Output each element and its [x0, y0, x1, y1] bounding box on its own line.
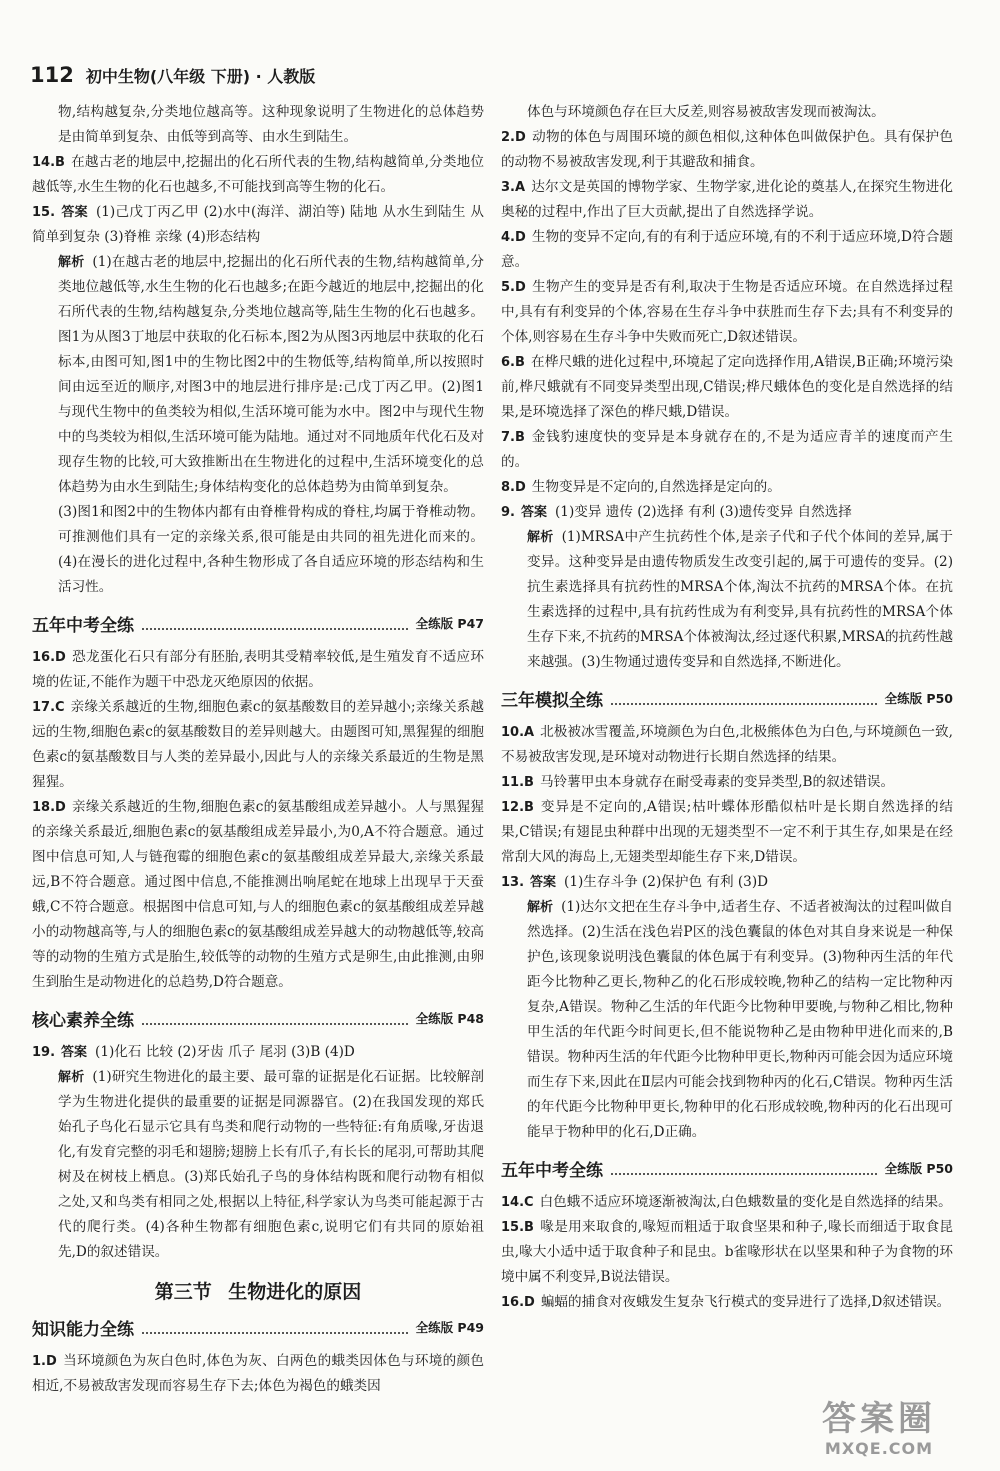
section-header — [32, 1004, 484, 1032]
answer-item-10 — [501, 720, 953, 770]
section-header — [501, 1154, 953, 1182]
analysis-15-continued: (3)图1和图2中的生物体内都有由脊椎骨构成的脊柱,均属于脊椎动物。可推测他们具有一定的亲缘关系,很可能是由共同的祖先进化而来的。(4)在漫长的进化过程中,各种生物形成了各自适应环境的形态结构和生活习性。 — [58, 504, 484, 595]
analysis-label: 解析 — [58, 255, 85, 270]
item-text: 生物产生的变异是否有利,取决于生物是否适应环境。在自然选择过程中,具有有利变异的个体,容易在生存斗争中获胜而生存下去;具有不利变异的个体,则容易在生存斗争中失败而死亡,D叙述错误。 — [501, 279, 953, 345]
analysis-text: (1)MRSA中产生抗药性个体,是亲子代和子代个体间的差异,属于变异。这种变异是由遗传物质发生改变引起的,属于可遗传的变异。(2)抗生素选择具有抗药性的MRSA个体,淘汰不抗药的MRSA个体。在抗生素选择的过程中,具有抗药性成为有利变异,具有抗药性的MRSA个体生存下来,不抗药的MRSA个体被淘汰,经过逐代积累,MRSA的抗药性越来越强。(3)生物通过遗传变异和自然选择,不断进化。 — [527, 529, 953, 670]
analysis-13 — [501, 895, 953, 1145]
answer-item-12 — [501, 795, 953, 870]
section-header — [32, 1313, 484, 1341]
answer-item-7 — [501, 425, 953, 475]
left-column — [32, 100, 484, 1435]
answer-item-11 — [501, 770, 953, 795]
analysis-label: 解析 — [527, 530, 554, 545]
item-number: 1.D — [32, 1354, 57, 1369]
answer-item-13 — [501, 870, 953, 895]
answer-item-4 — [501, 225, 953, 275]
item-number: 15.B — [501, 1220, 534, 1235]
answer-item-15 — [501, 1215, 953, 1290]
section-leader-dots — [611, 691, 877, 705]
item-number: 14.B — [32, 155, 65, 170]
item-number: 15. — [32, 205, 56, 220]
item-text: 在桦尺蛾的进化过程中,环境起了定向选择作用,A错误,B正确;环境污染前,桦尺蛾就有不同变异类型出现,C错误;桦尺蛾体色的变化是自然选择的结果,是环境选择了深色的桦尺蛾,D错误。 — [501, 354, 953, 420]
item-number: 7.B — [501, 430, 525, 445]
item-text: 蝙蝠的捕食对夜蛾发生复杂飞行模式的变异进行了选择,D叙述错误。 — [540, 1294, 951, 1310]
section-leader-dots — [142, 1011, 408, 1025]
item-text: 达尔文是英国的博物学家、生物学家,进化论的奠基人,在探究生物进化奥秘的过程中,作出了巨大贡献,提出了自然选择学说。 — [501, 179, 953, 220]
section-title: 三年模拟全练 — [501, 690, 603, 711]
answer-continuation: 物,结构越复杂,分类地位越高等。这种现象说明了生物进化的总体趋势是由简单到复杂、由低等到高等、由水生到陆生。 — [58, 104, 484, 145]
item-text: 白色蛾不适应环境逐渐被淘汰,白色蛾数量的变化是自然选择的结果。 — [539, 1194, 952, 1210]
item-number: 19. — [32, 1045, 56, 1060]
item-text: 在越古老的地层中,挖掘出的化石所代表的生物,结构越简单,分类地位越低等,水生生物的化石也越多,不可能找到高等生物的化石。 — [32, 154, 484, 195]
answer-item-5 — [501, 275, 953, 350]
item-number: 5.D — [501, 280, 526, 295]
page-number: 112 — [30, 63, 74, 87]
analysis-label: 解析 — [527, 900, 554, 915]
item-number: 13. — [501, 875, 525, 890]
answer-item-6 — [501, 350, 953, 425]
section-title: 知识能力全练 — [32, 1319, 134, 1340]
site-watermark — [784, 1399, 974, 1461]
section-title: 核心素养全练 — [32, 1010, 134, 1031]
item-number: 8.D — [501, 480, 526, 495]
analysis-19 — [32, 1065, 484, 1265]
book-title: 初中生物(八年级 下册) · 人教版 — [85, 66, 316, 86]
item-number: 18.D — [32, 800, 66, 815]
item-text: 动物的体色与周围环境的颜色相似,这种体色叫做保护色。具有保护色的动物不易被敌害发现,利于其避敌和捕食。 — [501, 129, 953, 170]
analysis-text: (1)在越古老的地层中,挖掘出的化石所代表的生物,结构越简单,分类地位越低等,水生生物的化石也越多;在距今越近的地层中,挖掘出的化石所代表的生物,结构越复杂,分类地位越高等,陆生生物的化石也越多。图1为从图3丁地层中获取的化石标本,图2为从图3丙地层中获取的化石标本,由图可知,图1中的生物比图2中的生物低等,结构简单,所以按照时间由远至近的顺序,对图3中的地层进行排序是:己戊丁丙乙甲。(2)图1与现代生物中的鱼类较为相似,生活环境可能为水中。图2中与现代生物中的鸟类较为相似,生活环境可能为陆地。通过对不同地质年代化石及对现存生物的比较,可大致推断出在生物进化的过程中,生活环境变化的总体趋势为由水生到陆生;身体结构变化的总体趋势为由简单到复杂。 — [58, 254, 484, 495]
item-text: 生物的变异不定向,有的有利于适应环境,有的不利于适应环境,D符合题意。 — [501, 229, 953, 270]
answer-label: 答案 — [61, 1045, 88, 1060]
analysis-text: (1)达尔文把在生存斗争中,适者生存、不适者被淘汰的过程叫做自然选择。(2)生活在浅色岩P区的浅色囊鼠的体色对其自身来说是一种保护色,该现象说明浅色囊鼠的体色属于有利变异。(3)物种丙生活的年代距今比物种乙更长,物种乙的化石形成较晚,物种乙的结构一定比物种丙复杂,A错误。物种乙生活的年代距今比物种甲要晚,与物种乙相比,物种甲生活的年代距今时间更长,但不能说物种乙是由物种甲进化而来的,B错误。物种丙生活的年代距今比物种甲更长,物种丙可能会因为适应环境而生存下来,因此在Ⅱ层内可能会找到物种丙的化石,C错误。物种丙生活的年代距今比物种甲更长,物种甲的化石形成较晚,物种丙的化石出现可能早于物种甲的化石,D正确。 — [527, 899, 953, 1140]
section-page-ref: 全练版 P47 — [415, 616, 484, 631]
answer-item-16 — [501, 1290, 953, 1315]
analysis-15 — [32, 250, 484, 500]
item-text: 变异是不定向的,A错误;枯叶蝶体形酷似枯叶是长期自然选择的结果,C错误;有翅昆虫种群中出现的无翅类型不一定不利于其生存,如果是在经常刮大风的海岛上,无翅类型却能生存下来,D错误。 — [501, 799, 953, 865]
item-number: 16.D — [32, 650, 66, 665]
analysis-text: (1)研究生物进化的最主要、最可靠的证据是化石证据。比较解剖学为生物进化提供的最重要的证据是同源器官。(2)在我国发现的郑氏始孔子鸟化石显示它具有鸟类和爬行动物的一些特征:有角质喙,牙齿退化,有发育完整的羽毛和翅膀;翅膀上长有爪子,有长长的尾羽,可帮助其爬树及在树枝上栖息。(3)郑氏始孔子鸟的身体结构既和爬行动物有相似之处,又和鸟类有相同之处,根据以上特征,科学家认为鸟类可能起源于古代的爬行类。(4)各种生物都有细胞色素c,说明它们有共同的原始祖先,D的叙述错误。 — [58, 1069, 484, 1260]
item-number: 12.B — [501, 800, 534, 815]
section-leader-dots — [142, 616, 408, 630]
answer-item-15 — [32, 200, 484, 250]
section-page-ref: 全练版 P49 — [415, 1320, 484, 1335]
item-text: 生物变异是不定向的,自然选择是定向的。 — [531, 479, 781, 495]
section-title: 五年中考全练 — [32, 615, 134, 636]
item-text: 恐龙蛋化石只有部分有胚胎,表明其受精率较低,是生殖发育不适应环境的佐证,不能作为题干中恐龙灭绝原因的依据。 — [32, 649, 484, 690]
answer-item-17 — [32, 695, 484, 795]
item-number: 16.D — [501, 1295, 535, 1310]
section-page-ref: 全练版 P50 — [884, 1161, 953, 1176]
item-number: 9. — [501, 505, 515, 520]
item-number: 2.D — [501, 130, 526, 145]
page-header — [30, 60, 630, 90]
answer-item-3 — [501, 175, 953, 225]
answer-item-2 — [501, 125, 953, 175]
section-leader-dots — [142, 1320, 408, 1334]
answer-continuation: 体色与环境颜色存在巨大反差,则容易被敌害发现而被淘汰。 — [527, 104, 885, 120]
item-number: 14.C — [501, 1195, 534, 1210]
item-text: 亲缘关系越近的生物,细胞色素c的氨基酸数目的差异越小;亲缘关系越远的生物,细胞色素c的氨基酸数目的差异则越大。由题图可知,黑猩猩的细胞色素c的氨基酸数目与人类的差异最小,因此与人的亲缘关系最近的生物是黑猩猩。 — [32, 699, 484, 790]
answer-text: (1)己戊丁丙乙甲 (2)水中(海洋、湖泊等) 陆地 从水生到陆生 从简单到复杂 (3)脊椎 亲缘 (4)形态结构 — [32, 204, 484, 245]
item-text: 北极被冰雪覆盖,环境颜色为白色,北极熊体色为白色,与环境颜色一致,不易被敌害发现,是环境对动物进行长期自然选择的结果。 — [501, 724, 953, 765]
item-number: 4.D — [501, 230, 526, 245]
item-text: 金钱豹速度快的变异是本身就存在的,不是为适应青羊的速度而产生的。 — [501, 429, 953, 470]
section-page-ref: 全练版 P48 — [415, 1011, 484, 1026]
answer-text: (1)变异 遗传 (2)选择 有利 (3)遗传变异 自然选择 — [555, 504, 852, 520]
item-number: 3.A — [501, 180, 526, 195]
item-number: 17.C — [32, 700, 65, 715]
answer-label: 答案 — [530, 875, 557, 890]
analysis-9 — [501, 525, 953, 675]
watermark-domain: MXQE.COM — [824, 1439, 934, 1458]
answer-label: 答案 — [61, 205, 88, 220]
section-page-ref: 全练版 P50 — [884, 691, 953, 706]
section-header — [32, 609, 484, 637]
item-text: 当环境颜色为灰白色时,体色为灰、白两色的蛾类因体色与环境的颜色相近,不易被敌害发现而容易生存下去;体色为褐色的蛾类因 — [32, 1353, 484, 1394]
item-number: 6.B — [501, 355, 525, 370]
answer-item-19 — [32, 1040, 484, 1065]
answer-item-14 — [501, 1190, 953, 1215]
item-text: 喙是用来取食的,喙短而粗适于取食坚果和种子,喙长而细适于取食昆虫,喙大小适中适于取食种子和昆虫。b雀喙形状在以坚果和种子为食物的环境中属不利变异,B说法错误。 — [501, 1219, 953, 1285]
chapter-title: 第三节 生物进化的原因 — [154, 1281, 362, 1303]
answer-item-16 — [32, 645, 484, 695]
item-text: 亲缘关系越近的生物,细胞色素c的氨基酸组成差异越小。人与黑猩猩的亲缘关系最近,细胞色素c的氨基酸组成差异最小,为0,A不符合题意。通过图中信息可知,人与链孢霉的细胞色素c的氨基酸组成差异最大,亲缘关系最远,B不符合题意。通过图中信息,不能推测出响尾蛇在地球上出现早于天蚕蛾,C不符合题意。根据图中信息可知,与人的细胞色素c的氨基酸组成差异越小的动物越高等,与人的细胞色素c的氨基酸组成差异越大的动物越低等,较高等的动物的生殖方式是胎生,较低等的动物的生殖方式是卵生,由此推测,由卵生到胎生是动物进化的总趋势,D符合题意。 — [32, 799, 484, 990]
item-number: 10.A — [501, 725, 535, 740]
answer-item-9 — [501, 500, 953, 525]
answer-item-1 — [32, 1349, 484, 1399]
answer-item-8 — [501, 475, 953, 500]
answer-label: 答案 — [520, 505, 547, 520]
answer-text: (1)生存斗争 (2)保护色 有利 (3)D — [564, 874, 769, 890]
watermark-logo-text: 答案圈 — [822, 1399, 936, 1439]
answer-item-18 — [32, 795, 484, 995]
answer-text: (1)化石 比较 (2)牙齿 爪子 尾羽 (3)B (4)D — [95, 1044, 355, 1060]
item-text: 马铃薯甲虫本身就存在耐受毒素的变异类型,B的叙述错误。 — [539, 774, 895, 790]
section-leader-dots — [611, 1161, 877, 1175]
section-header — [501, 684, 953, 712]
right-column — [501, 100, 953, 1435]
item-number: 11.B — [501, 775, 534, 790]
answer-item-14 — [32, 150, 484, 200]
section-title: 五年中考全练 — [501, 1160, 603, 1181]
analysis-label: 解析 — [58, 1070, 85, 1085]
